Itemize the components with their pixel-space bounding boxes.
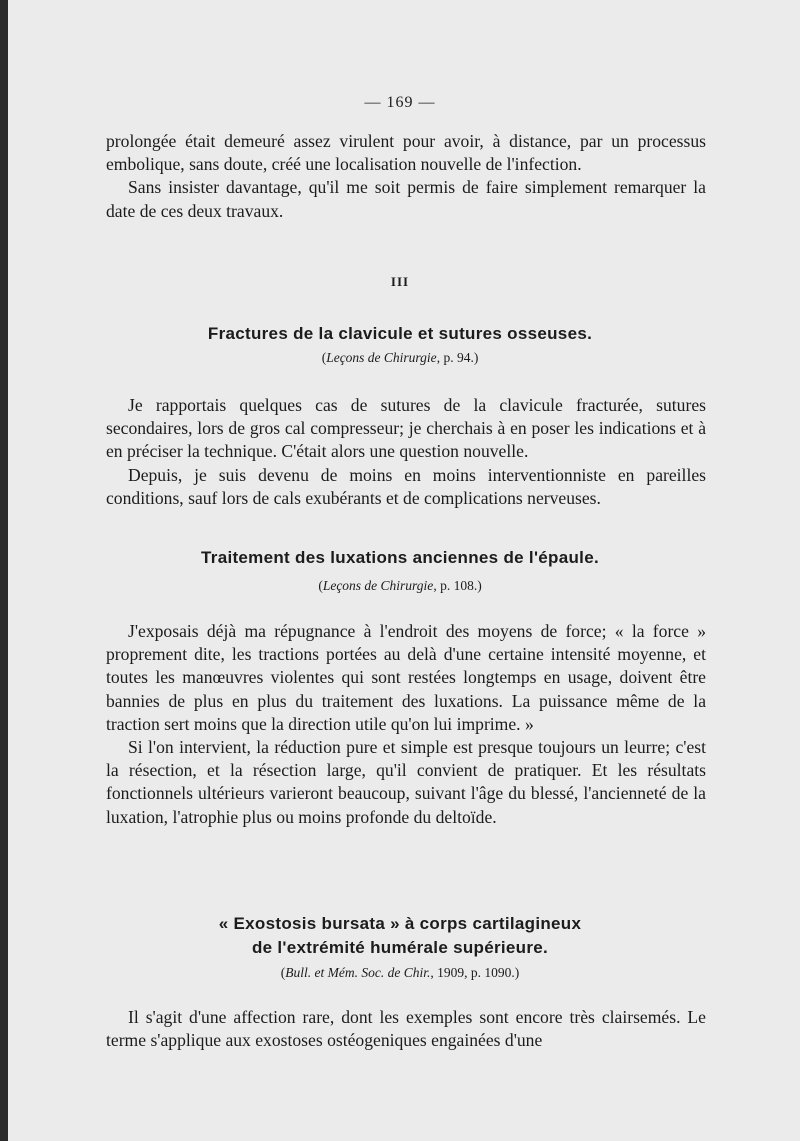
section-reference-clavicle: (Leçons de Chirurgie, p. 94.) (321, 350, 479, 365)
paragraph: Il s'agit d'une affection rare, dont les exemples sont encore très clairsemés. Le terme s'applique aux exostoses ostéogeniques engainées d'une (106, 1007, 706, 1051)
section-body-exostosis (106, 1006, 706, 1052)
intro-paragraph-1: prolongée était demeuré assez virulent pour avoir, à distance, par un processus embolique, sans doute, créé une localisation nouvelle de l'infection. (106, 131, 706, 175)
section-reference-exostosis: (Bull. et Mém. Soc. de Chir., 1909, p. 1090.) (280, 965, 520, 980)
section-title-shoulder-luxation: Traitement des luxations anciennes de l'épaule. (201, 548, 599, 567)
section-title-exostosis-line-1: « Exostosis bursata » à corps cartilagineux (218, 914, 582, 933)
section-body-clavicle (106, 394, 706, 510)
intro-block (106, 130, 706, 223)
section-body-shoulder-luxation (106, 620, 706, 829)
paragraph: J'exposais déjà ma répugnance à l'endroit des moyens de force; « la force » proprement dite, les tractions portées au delà d'une certaine intensité moyenne, et toutes les manœuvres violentes qui sont restées longtemps en usage, doivent être bannies de plus en plus du traitement des luxations. La puissance même de la traction sert moins que la direction utile qu'on lui imprime. » (106, 621, 706, 734)
section-title-clavicle: Fractures de la clavicule et sutures osseuses. (207, 324, 593, 343)
paragraph: Je rapportais quelques cas de sutures de la clavicule fracturée, sutures secondaires, lors de gros cal compresseur; je cherchais à en poser les indications et à en préciser la technique. C'était alors une question nouvelle. (106, 395, 706, 462)
section-title-exostosis-line-2: de l'extrémité humérale supérieure. (251, 938, 549, 957)
paragraph: Si l'on intervient, la réduction pure et simple est presque toujours un leurre; c'est la résection, et la résection large, qu'il convient de pratiquer. Et les résultats fonctionnels ultérieurs varieront beaucoup, suivant l'âge du blessé, l'ancienneté de la luxation, l'atrophie plus ou moins profonde du deltoïde. (106, 737, 706, 827)
intro-paragraph-2: Sans insister davantage, qu'il me soit permis de faire simplement remarquer la date de ces deux travaux. (106, 177, 706, 221)
section-number: III (390, 274, 410, 289)
page-number: — 169 — (364, 94, 436, 111)
section-reference-shoulder-luxation: (Leçons de Chirurgie, p. 108.) (318, 578, 482, 593)
paragraph: Depuis, je suis devenu de moins en moins interventionniste en pareilles conditions, sauf lors de cals exubérants et de complications nerveuses. (106, 464, 706, 508)
